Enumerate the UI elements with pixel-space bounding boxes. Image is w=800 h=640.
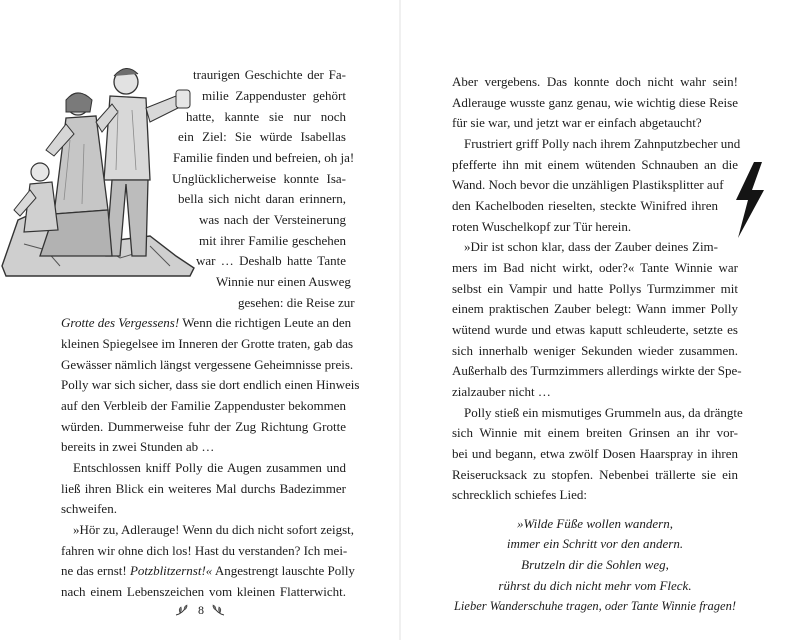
text-line: den Kachelboden rieselten, steckte Winifred ihren — [452, 198, 718, 213]
lightning-bolt-icon — [728, 160, 772, 240]
text-line — [61, 561, 355, 582]
text-line: traurigen Geschichte der Fa- — [193, 67, 346, 82]
text-line: auf den Verbleib der Familie Zappenduster bekommen — [61, 398, 346, 413]
text-line: was nach der Versteinerung — [199, 212, 346, 227]
text-line: ließ ihren Blick ein weiteres Mal durchs Badezimmer — [61, 481, 346, 496]
text-line: milie Zappenduster gehört — [202, 88, 346, 103]
page-folio — [168, 600, 232, 620]
song-line: Brutzeln dir die Sohlen weg, — [521, 557, 669, 572]
song-line: rührst du dich nicht mehr vom Fleck. — [498, 578, 692, 593]
text-line: würden. Dummerweise fuhr der Zug Richtung Grotte — [61, 419, 346, 434]
text-line: Wand. Noch bevor die unzähligen Plastiksplitter auf — [452, 177, 724, 192]
sprig-ornament-icon — [174, 602, 190, 618]
text-line: sich Winnie mit einem breiten Grinsen an ihr vor- — [452, 425, 738, 440]
italic-grotte: Grotte des Vergessens! — [61, 315, 180, 330]
song-line: Lieber Wanderschuhe tragen, oder Tante Winnie fragen! — [453, 599, 737, 613]
text-line: pfefferte ihn mit einem wütenden Schnauben an die — [452, 157, 738, 172]
text-line: »Dir ist schon klar, dass der Zauber deines Zim- — [464, 239, 718, 254]
text-line: Polly stieß ein mismutiges Grummeln aus, da drängte — [464, 405, 743, 420]
song-line: immer ein Schritt vor den andern. — [506, 536, 684, 551]
text-line: war … Deshalb hatte Tante — [196, 253, 346, 268]
text-line: sich innerhalb weniger Sekunden wieder zusammen. — [452, 343, 738, 358]
family-statue-illustration — [0, 60, 196, 280]
text-line — [61, 313, 352, 334]
text-segment: Wenn die richtigen Leute an den — [182, 315, 352, 330]
text-line: roten Wuschelkopf zur Tür herein. — [452, 219, 632, 234]
text-line: mit ihrer Familie geschehen — [199, 233, 346, 248]
text-line: Familie finden und befreien, oh ja! — [173, 150, 355, 165]
text-line: Polly war sich sicher, dass sie dort endlich einen Hinweis — [61, 377, 360, 392]
text-line: zialzauber nicht … — [452, 384, 551, 399]
text-line: Adlerauge wusste ganz genau, wie wichtig diese Reise — [452, 95, 738, 110]
sprig-ornament-icon — [210, 602, 226, 618]
text-line: bella sich nicht daran erinnern, — [178, 191, 346, 206]
text-line: selbst ein Vampir und hatte Pollys Turmzimmer mit — [452, 281, 738, 296]
text-line: bei und begann, etwa zwölf Dosen Haarspray in ihren — [452, 446, 738, 461]
text-line: fahren wir ohne dich los! Hast du verstanden? Ich mei- — [61, 543, 348, 558]
text-line: Winnie nur einen Ausweg — [216, 274, 351, 289]
text-line: Außerhalb des Turmzimmers allerdings wirkte der Spe- — [452, 363, 742, 378]
text-line: bereits in zwei Stunden ab … — [61, 439, 215, 454]
text-line: Frustriert griff Polly nach ihrem Zahnputzbecher und — [464, 136, 741, 151]
text-line: gesehen: die Reise zur — [238, 295, 355, 310]
text-line: einem praktischen Zauber belegt: Wann immer Polly — [452, 301, 738, 316]
text-line: »Hör zu, Adlerauge! Wenn du dich nicht sofort zeigst, — [73, 522, 355, 537]
text-segment: ne das ernst! — [61, 563, 127, 578]
song-line: »Wilde Füße wollen wandern, — [517, 516, 673, 531]
text-line: schweifen. — [61, 501, 117, 516]
text-line: Gewässer nämlich längst vergessene Geheimnisse preis. — [61, 357, 354, 372]
text-line: mers im Bad nicht wirkt, oder?« Tante Winnie war — [452, 260, 738, 275]
text-line: schrecklich schiefes Lied: — [452, 487, 587, 502]
text-line: hatte, kannte sie nur noch — [186, 109, 346, 124]
book-gutter — [399, 0, 401, 640]
text-line: Unglücklicherweise konnte Isa- — [172, 171, 346, 186]
text-line: kleinen Spiegelsee im Inneren der Grotte traten, gab das — [61, 336, 354, 351]
text-line: Aber vergebens. Das konnte doch nicht wahr sein! — [452, 74, 738, 89]
page-number: 8 — [198, 603, 204, 617]
text-line: Reiserucksack zu stopfen. Nebenbei trällerte sie ein — [452, 467, 738, 482]
text-line: nach einem Lebenszeichen vom kleinen Flatterwicht. — [61, 584, 346, 599]
text-segment: Angestrengt lauschte Polly — [214, 563, 355, 578]
text-line: wütend wurde und etwas kaputt schleuderte, setzte es — [452, 322, 738, 337]
text-line: Entschlossen kniff Polly die Augen zusammen und — [73, 460, 346, 475]
text-line: ein Ziel: Sie würde Isabellas — [178, 129, 346, 144]
italic-potzblitzernst: Potzblitzernst!« — [129, 563, 213, 578]
text-line: für sie war, und jetzt war er einfach abgetaucht? — [452, 115, 702, 130]
